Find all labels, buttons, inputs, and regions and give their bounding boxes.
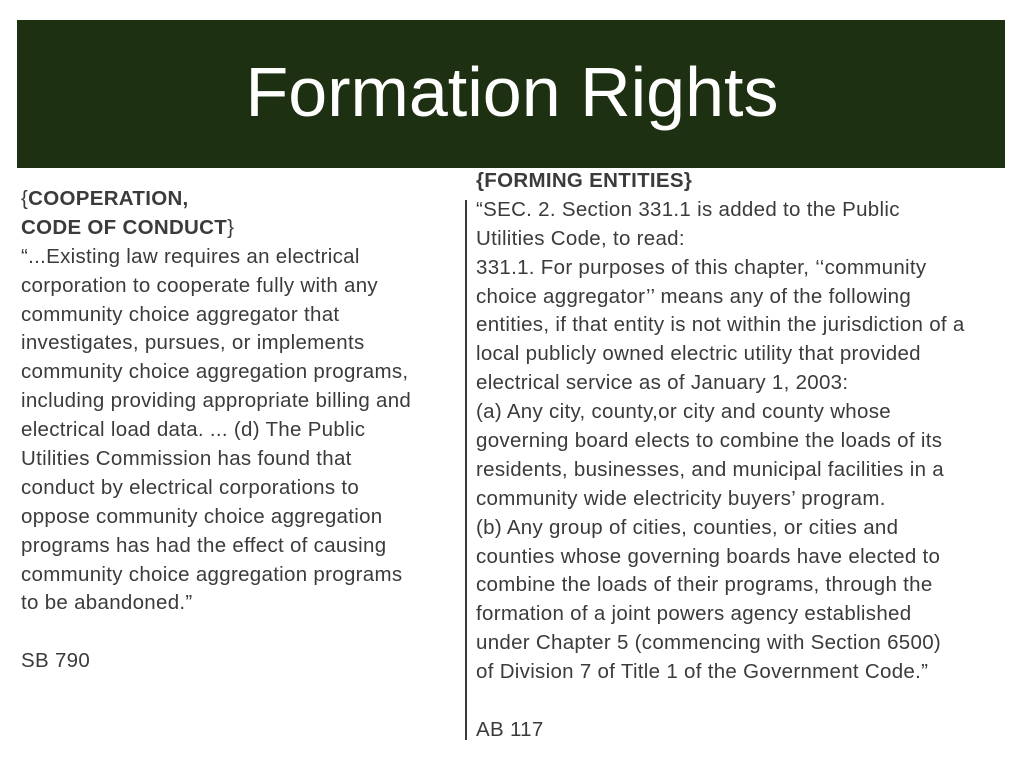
right-body-line: entities, if that entity is not within the jurisdiction of a xyxy=(476,313,965,337)
right-body-line: under Chapter 5 (commencing with Section 6500) xyxy=(476,631,942,655)
right-body-line: local publicly owned electric utility that provided xyxy=(476,342,921,366)
left-body-line: electrical load data. ... (d) The Public xyxy=(21,418,366,442)
right-body-line: 331.1. For purposes of this chapter, ‘‘community xyxy=(476,255,927,279)
right-body-line: community wide electricity buyers’ program. xyxy=(476,486,886,510)
spacer xyxy=(476,687,965,716)
right-body-line: Utilities Code, to read: xyxy=(476,226,685,250)
right-body-line: electrical service as of January 1, 2003: xyxy=(476,371,849,395)
right-body-line: governing board elects to combine the loads of its xyxy=(476,429,943,453)
left-heading-text-2: CODE OF CONDUCT xyxy=(21,215,228,239)
left-bill-number: SB 790 xyxy=(21,649,91,673)
left-body-line: community choice aggregator that xyxy=(21,302,340,326)
slide-title: Formation Rights xyxy=(245,53,779,131)
right-body-line: residents, businesses, and municipal facilities in a xyxy=(476,457,944,481)
right-body-line: counties whose governing boards have elected to xyxy=(476,544,941,568)
right-column xyxy=(476,167,965,745)
spacer xyxy=(21,618,411,647)
right-body-line: combine the loads of their programs, through the xyxy=(476,573,933,597)
left-body-line: oppose community choice aggregation xyxy=(21,504,383,528)
left-body-line: to be abandoned.” xyxy=(21,591,193,615)
left-column xyxy=(21,185,411,676)
left-body-line: investigates, pursues, or implements xyxy=(21,331,365,355)
left-body-line: conduct by electrical corporations to xyxy=(21,475,360,499)
right-body-line: (a) Any city, county,or city and county whose xyxy=(476,400,891,424)
column-divider xyxy=(465,200,467,740)
left-body-line: “...Existing law requires an electrical xyxy=(21,244,360,268)
right-body-line: (b) Any group of cities, counties, or cities and xyxy=(476,515,899,539)
right-body-line: of Division 7 of Title 1 of the Government Code.” xyxy=(476,660,929,684)
right-bill-number: AB 117 xyxy=(476,717,544,741)
right-body-line: formation of a joint powers agency established xyxy=(476,602,912,626)
brace-open: { xyxy=(21,187,29,210)
left-body-line: community choice aggregation programs xyxy=(21,562,403,586)
left-body-line: including providing appropriate billing and xyxy=(21,389,412,413)
right-heading: {FORMING ENTITIES} xyxy=(476,169,693,192)
left-heading-line-1 xyxy=(21,185,411,214)
left-body-line: programs has had the effect of causing xyxy=(21,533,387,557)
left-heading-line-2 xyxy=(21,214,411,243)
brace-close: } xyxy=(227,215,235,239)
right-body-line: “SEC. 2. Section 331.1 is added to the Public xyxy=(476,197,900,221)
left-body-line: corporation to cooperate fully with any xyxy=(21,273,378,297)
left-body-line: community choice aggregation programs, xyxy=(21,360,409,384)
right-body-line: choice aggregator’’ means any of the following xyxy=(476,284,912,308)
left-heading-text-1: COOPERATION, xyxy=(28,187,189,210)
left-body-line: Utilities Commission has found that xyxy=(21,447,352,471)
